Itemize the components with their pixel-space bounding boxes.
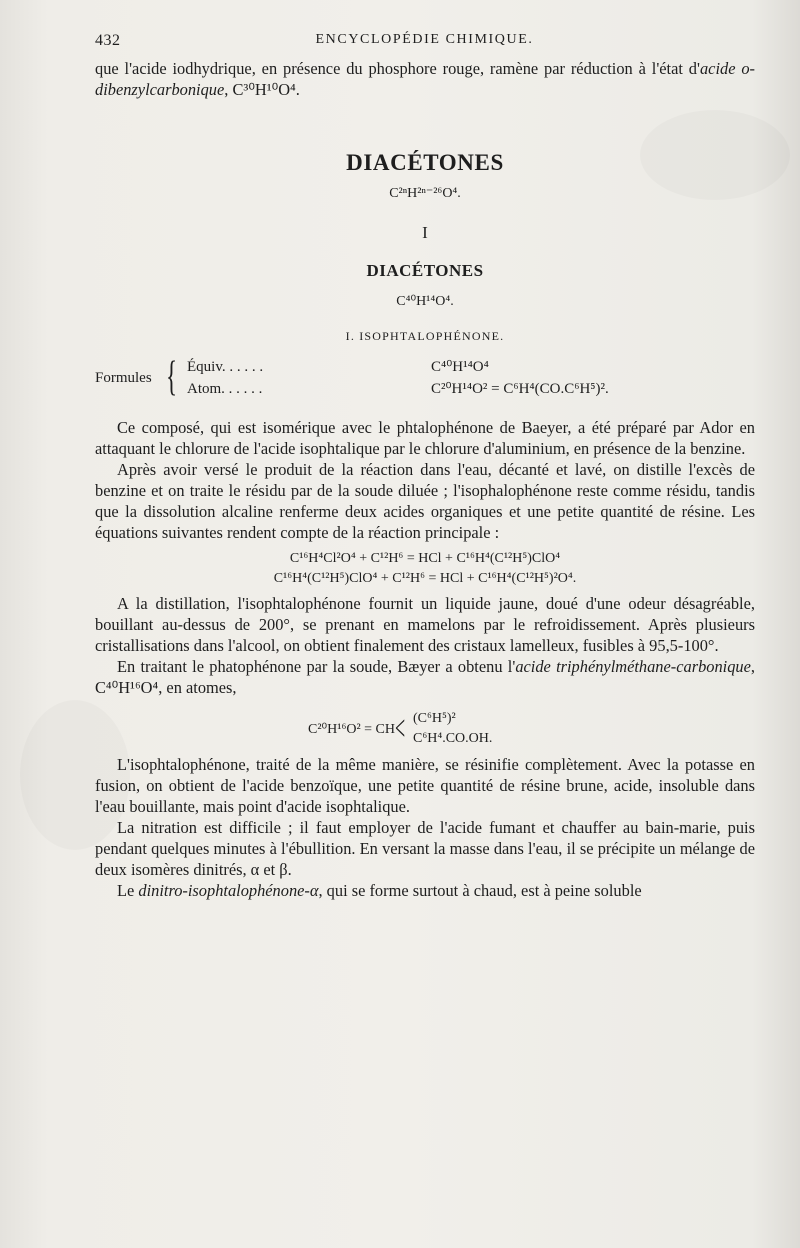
brace-glyph: { [166,354,178,400]
intro-italic-term: acide o-dibenzylcarbonique [95,59,755,99]
equiv-label: Équiv. . . . . . [187,359,264,375]
paragraph-7-post: , qui se forme surtout à chaud, est à peine soluble [318,881,642,900]
paragraph-6: La nitration est difficile ; il faut employer de l'acide fumant et chauffer au bain-marie, puis pendant quelques minutes à l'ébullition. En versant la masse dans l'eau, il se précipite un mélange de deux isomères dinitrés, α et β. [95,818,755,879]
running-title: ENCYCLOPÉDIE CHIMIQUE. [315,32,534,47]
paragraph-4 [95,656,755,698]
paragraph-2: Après avoir versé le produit de la réaction dans l'eau, décanté et lavé, on distille l'excès de benzine et on traite le résidu par de la soude diluée ; l'isophalophénone reste comme résidu, tandis que la dissolution alcaline renferme deux acides organiques et une petite quantité de résine. Les équations suivantes rendent compte de la réaction principale : [95,460,755,542]
display-formula-lhs: C²⁰H¹⁶O² = CH [308,722,395,737]
formulas-block [95,355,755,403]
section-title: DIACÉTONES [346,150,504,175]
section-formula: C²ⁿH²ⁿ⁻²⁶O⁴. [389,186,461,201]
page-number: 432 [95,32,121,49]
paragraph-4-pre: En traitant le phatophénone par la soude, Bæyer a obtenu l' [117,657,516,676]
equation-2: C¹⁶H⁴(C¹²H⁵)ClO⁴ + C¹²H⁶ = HCl + C¹⁶H⁴(C¹²H⁵)²O⁴. [273,571,577,586]
page-header [95,32,754,54]
compound-heading: I. ISOPHTALOPHÉNONE. [345,329,505,343]
intro-line-2-pre: l'état d' [651,59,700,78]
angle-bracket-glyph: < [395,708,406,748]
equation-1: C¹⁶H⁴Cl²O⁴ + C¹²H⁶ = HCl + C¹⁶H⁴(C¹²H⁵)ClO⁴ [289,551,561,566]
atom-label: Atom. . . . . . [187,381,263,397]
atom-value: C²⁰H¹⁴O² = C⁶H⁴(CO.C⁶H⁵)². [431,381,609,397]
paragraph-7-italic: dinitro-isophtalophénone-α [138,881,319,900]
paragraph-5: L'isophtalophénone, traité de la même manière, se résinifie complètement. Avec la potasse en fusion, on obtient de l'acide benzoïque, une petite quantité de résine brune, acide, insoluble dans l'eau bouillante, mais point d'acide isophtalique. [95,755,755,816]
display-formula [95,706,755,754]
paragraph-4-italic: acide triphénylméthane-carbonique [515,657,751,676]
paragraph-4-post: , C⁴⁰H¹⁶O⁴, en atomes, [95,657,755,697]
display-formula-term-1: (C⁶H⁵)² [413,711,456,726]
formula-row-equiv [187,357,489,378]
intro-line-1: que l'acide iodhydrique, en présence du phosphore rouge, ramène par réduction à [95,59,646,78]
display-formula-term-2: C⁶H⁴.CO.OH. [413,731,493,746]
subsection-roman-numeral: I [422,223,428,242]
paragraph-7 [95,880,755,901]
equations-block [95,549,755,589]
formulas-label: Formules [95,370,152,386]
paragraph-7-pre: Le [117,881,139,900]
intro-paragraph [95,58,755,100]
subsection-formula: C⁴⁰H¹⁴O⁴. [396,294,454,309]
intro-line-2-post: , C³⁰H¹⁰O⁴. [224,80,300,99]
paragraph-1: Ce composé, qui est isomérique avec le phtalophénone de Baeyer, a été préparé par Ador en attaquant le chlorure de l'acide isophtalique par le chlorure d'aluminium, en présence de la benzine. [95,418,755,458]
equiv-value: C⁴⁰H¹⁴O⁴ [431,359,489,375]
formula-row-atom [187,379,609,400]
page-body [95,58,755,901]
paragraph-3: A la distillation, l'isophtalophénone fournit un liquide jaune, doué d'une odeur désagréable, bouillant au-dessus de 200°, se prenant en mamelons par le refroidissement. Après plusieurs cristallisations dans l'alcool, on obtient finalement des cristaux lamelleux, fusibles à 95,5-100°. [95,594,755,655]
subsection-title: DIACÉTONES [366,261,484,280]
